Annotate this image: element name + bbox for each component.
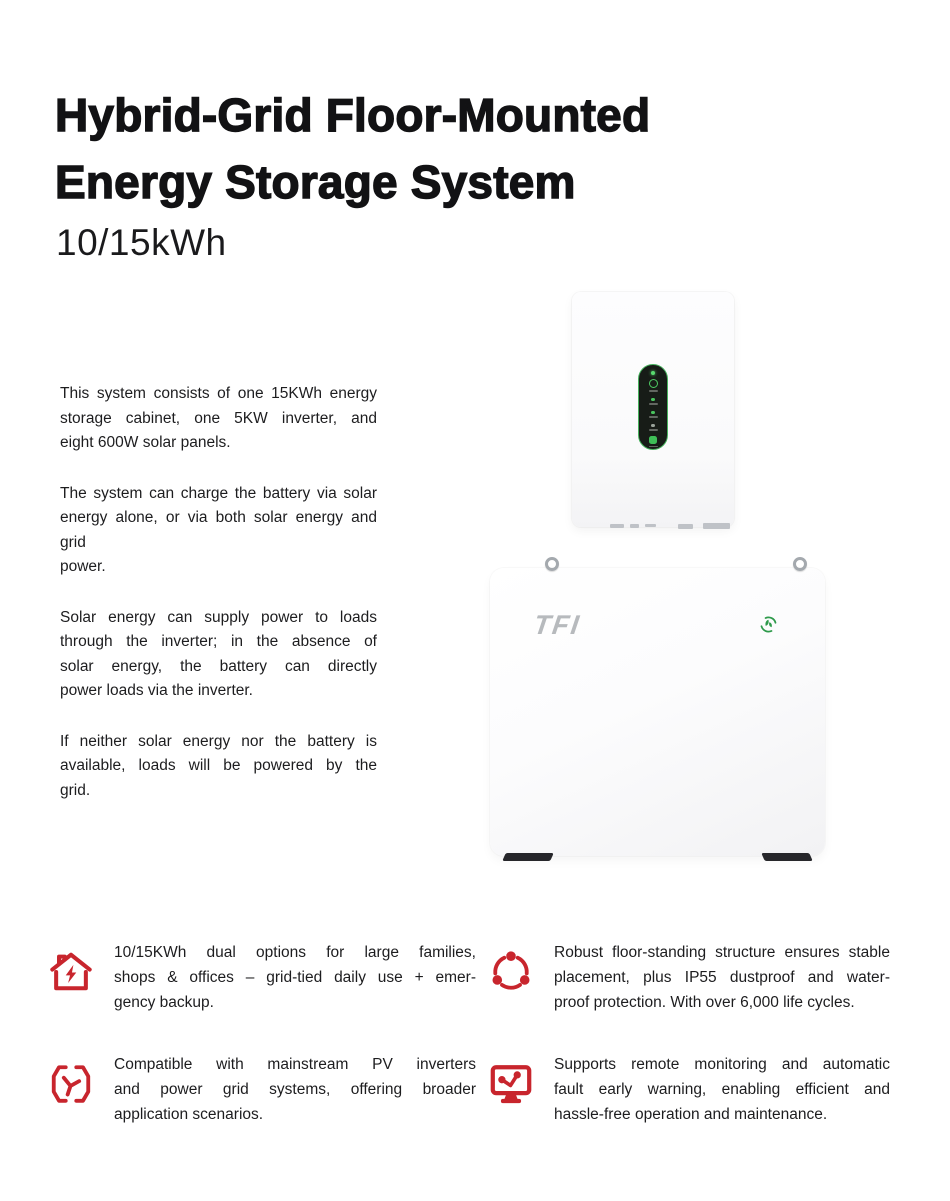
power-button-icon	[649, 379, 658, 388]
hexagon-y-icon	[48, 1060, 94, 1108]
text-line: grid	[60, 533, 86, 551]
page-title	[55, 82, 835, 216]
text-line: Robust floor-standing structure ensures stable	[554, 944, 890, 961]
feature-monitoring	[488, 1052, 890, 1127]
intro-paragraph-4	[60, 730, 377, 804]
lifting-hook-icon	[793, 557, 807, 571]
text-line: This system consists of one 15KWh energy	[60, 385, 377, 402]
share-dots-icon	[488, 948, 534, 996]
status-led-icon	[651, 371, 655, 375]
feature-capacity-text	[114, 940, 476, 1015]
text-line: through the inverter; in the absence of	[60, 633, 377, 650]
feature-grid	[48, 940, 906, 1127]
text-line: placement, plus IP55 dustproof and water-	[554, 969, 890, 986]
text-line: proof protection. With over 6,000 life cycles.	[554, 994, 855, 1011]
fault-led-icon	[651, 424, 655, 428]
grid-led-icon	[651, 411, 655, 415]
text-line: shops & offices – grid-tied daily use + emer-	[114, 969, 476, 986]
panel-label	[649, 390, 658, 392]
text-line: power.	[60, 558, 106, 575]
eco-leaf-badge-icon	[758, 614, 779, 635]
text-line: storage cabinet, one 5KW inverter, and	[60, 409, 377, 427]
text-line: 10/15KWh dual options for large families,	[114, 944, 476, 961]
lifting-hook-icon	[545, 557, 559, 571]
text-line: Solar energy can supply power to loads	[60, 608, 377, 626]
intro-paragraph-1	[60, 382, 377, 456]
feature-compatibility	[48, 1052, 488, 1127]
text-line: solar energy, the battery can directly	[60, 657, 377, 675]
text-line: and power grid systems, offering broader	[114, 1081, 476, 1098]
feature-monitoring-text	[554, 1052, 890, 1127]
intro-paragraph-3	[60, 606, 377, 704]
text-line: power loads via the inverter.	[60, 682, 253, 699]
text-line: hassle-free operation and maintenance.	[554, 1106, 828, 1123]
monitor-graph-icon	[488, 1060, 534, 1108]
text-line: Supports remote monitoring and automatic	[554, 1056, 890, 1073]
inverter-led-panel	[638, 364, 668, 450]
text-line: The system can charge the battery via solar	[60, 484, 377, 502]
battery-cabinet-product-image	[490, 568, 825, 856]
capacity-subtitle: 10/15kWh	[56, 222, 227, 263]
intro-text-column	[60, 382, 377, 829]
text-line: Compatible with mainstream PV inverters	[114, 1056, 476, 1073]
brand-logo: TFI	[531, 610, 583, 640]
text-line: energy alone, or via both solar energy and	[60, 509, 377, 526]
title-line-2: Energy Storage System	[55, 156, 576, 208]
text-line: gency backup.	[114, 994, 214, 1011]
function-button-icon	[649, 436, 657, 444]
panel-label	[649, 416, 658, 418]
panel-label	[649, 429, 658, 431]
panel-label	[649, 403, 658, 405]
text-line: application scenarios.	[114, 1106, 264, 1123]
text-line: grid.	[60, 781, 91, 799]
panel-label	[649, 446, 658, 448]
cabinet-foot	[761, 853, 813, 861]
inverter-product-image	[572, 292, 734, 527]
feature-structure	[488, 940, 890, 1015]
title-line-1: Hybrid-Grid Floor-Mounted	[55, 89, 651, 141]
cabinet-foot	[502, 853, 554, 861]
text-line: fault early warning, enabling efficient and	[554, 1081, 890, 1098]
feature-compatibility-text	[114, 1052, 476, 1127]
text-line: If neither solar energy nor the battery is	[60, 732, 377, 750]
battery-led-icon	[651, 398, 655, 402]
house-lightning-icon	[48, 948, 94, 996]
intro-paragraph-2	[60, 482, 377, 580]
feature-capacity	[48, 940, 488, 1015]
feature-structure-text	[554, 940, 890, 1015]
text-line: eight 600W solar panels.	[60, 434, 231, 451]
text-line: available, loads will be powered by the	[60, 757, 377, 774]
